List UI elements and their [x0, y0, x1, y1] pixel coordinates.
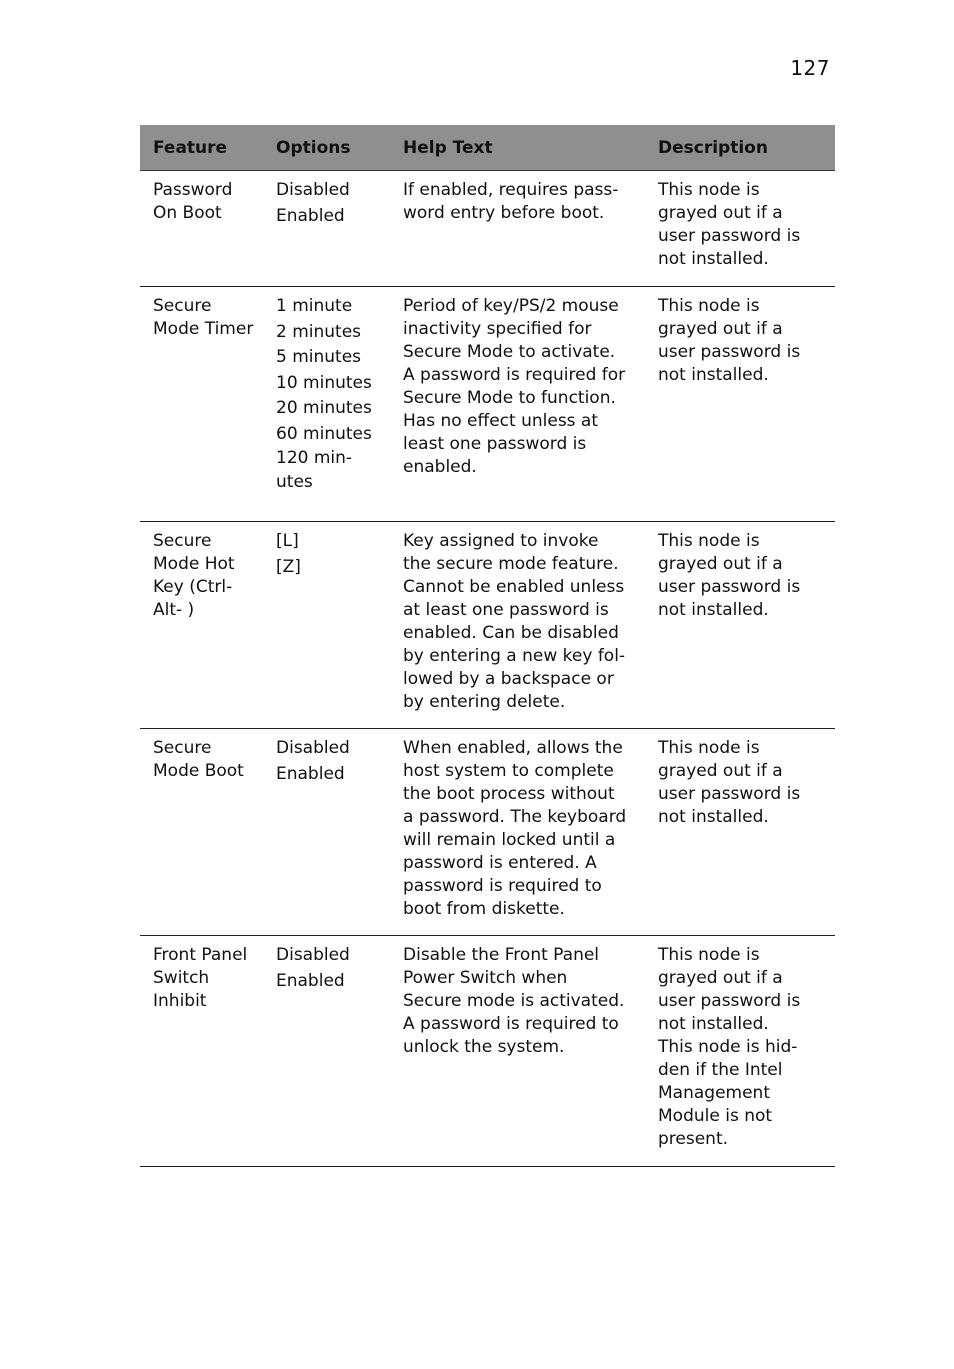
option-item: 20 minutes [276, 398, 372, 418]
option-item: [Z] [276, 556, 301, 577]
option-item: Disabled [276, 180, 350, 200]
header-help-text: Help Text [403, 137, 493, 158]
option-item: [L] [276, 531, 299, 551]
option-item: 5 minutes [276, 347, 362, 367]
help-text-cell: Key assigned to invoke the secure mode feature. Cannot be enabled unless at least one password is enabled. Can be disabled by entering a new key fol- lowed by a backspace or by entering delete. [403, 531, 626, 712]
option-item: 2 minutes [276, 321, 362, 342]
table-row [140, 287, 835, 522]
help-text-cell: If enabled, requires pass- word entry before boot. [403, 180, 619, 223]
description-cell: This node is grayed out if a user password is not installed. [658, 738, 801, 827]
table-row [140, 729, 835, 936]
help-text-cell: When enabled, allows the host system to complete the boot process without a password. The keyboard will remain locked until a password is entered. A password is required to boot from diskette. [403, 738, 627, 919]
option-item: Disabled [276, 945, 350, 965]
option-item: 10 minutes [276, 372, 372, 393]
option-item: 120 min- utes [276, 448, 353, 492]
header-options: Options [276, 137, 351, 158]
feature-cell: Secure Mode Timer [153, 296, 254, 339]
feature-cell: Password On Boot [153, 180, 233, 223]
option-item: Enabled [276, 970, 345, 991]
option-item: 1 minute [276, 296, 353, 316]
option-item: Disabled [276, 738, 350, 758]
description-cell: This node is grayed out if a user password is not installed. [658, 180, 801, 269]
description-cell: This node is grayed out if a user password is not installed. [658, 296, 801, 385]
help-text-cell: Disable the Front Panel Power Switch when Secure mode is activated. A password is required to unlock the system. [403, 945, 625, 1057]
table-row [140, 936, 835, 1167]
header-description: Description [658, 137, 768, 158]
feature-cell: Secure Mode Boot [153, 738, 244, 781]
options-cell [276, 522, 403, 728]
bios-settings-table [140, 125, 835, 1167]
page-number: 127 [790, 56, 830, 80]
option-item: Enabled [276, 205, 345, 226]
description-cell: This node is grayed out if a user password is not installed. This node is hid- den if the Intel Management Module is not present. [658, 945, 801, 1149]
header-feature: Feature [153, 137, 228, 158]
options-cell [276, 936, 403, 1166]
feature-cell: Front Panel Switch Inhibit [153, 945, 248, 1011]
table-header [140, 125, 835, 171]
table-row [140, 171, 835, 287]
options-cell [276, 729, 403, 935]
table-row [140, 522, 835, 729]
options-cell [276, 287, 403, 521]
option-item: Enabled [276, 763, 345, 784]
option-item: 60 minutes [276, 423, 372, 444]
help-text-cell: Period of key/PS/2 mouse inactivity specified for Secure Mode to activate. A password is required for Secure Mode to function. Has no effect unless at least one password is enabled. [403, 296, 626, 477]
description-cell: This node is grayed out if a user password is not installed. [658, 531, 801, 620]
options-cell [276, 171, 403, 286]
feature-cell: Secure Mode Hot Key (Ctrl- Alt- ) [153, 531, 235, 620]
